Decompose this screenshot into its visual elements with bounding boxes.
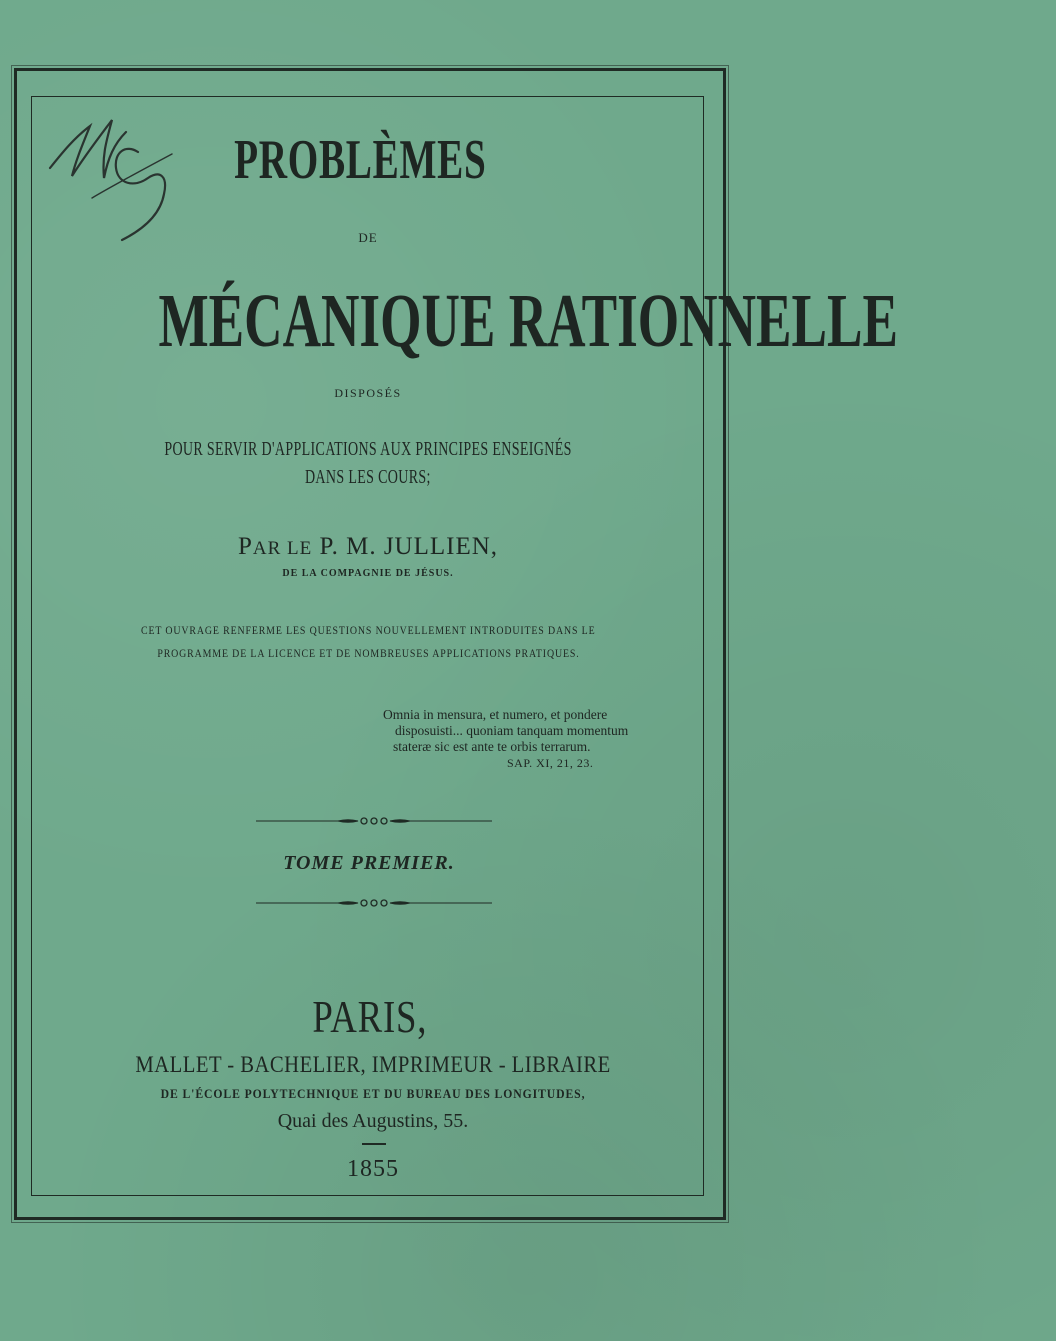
author-line xyxy=(0,533,736,561)
epigraph-line-2: disposuisti... quoniam tanquam momentum xyxy=(395,723,629,738)
title-top: PROBLÈMES xyxy=(233,129,487,191)
author-affiliation: DE LA COMPAGNIE DE JÉSUS. xyxy=(282,568,454,579)
epigraph xyxy=(383,707,628,771)
title-main: MÉCANIQUE RATIONNELLE xyxy=(158,279,898,363)
subtitle-disposes: DISPOSÉS xyxy=(334,386,402,400)
note-line-1: CET OUVRAGE RENFERME LES QUESTIONS NOUVELLEMENT INTRODUITES DANS LE xyxy=(140,625,596,637)
imprint-dash xyxy=(362,1143,386,1145)
note-line-2: PROGRAMME DE LA LICENCE ET DE NOMBREUSES APPLICATIONS PRATIQUES. xyxy=(156,648,580,660)
volume-label: TOME PREMIER. xyxy=(283,852,455,874)
ornament-divider-bottom xyxy=(256,897,492,909)
imprint-publisher: MALLET - BACHELIER, IMPRIMEUR - LIBRAIRE xyxy=(135,1052,611,1077)
purpose-line-2: DANS LES COURS; xyxy=(305,466,431,488)
purpose-line-1: POUR SERVIR D'APPLICATIONS AUX PRINCIPES ENSEIGNÉS xyxy=(164,438,572,460)
epigraph-line-3: stateræ sic est ante te orbis terrarum. xyxy=(393,739,591,754)
title-connector: DE xyxy=(358,230,378,245)
author-prefix-initial: P xyxy=(237,533,253,560)
epigraph-line-1: Omnia in mensura, et numero, et pondere xyxy=(383,707,608,722)
ornament-divider-top xyxy=(256,815,492,827)
author-name: P. M. JULLIEN, xyxy=(319,533,499,560)
imprint-year: 1855 xyxy=(347,1156,399,1182)
imprint-city: PARIS, xyxy=(312,991,428,1042)
imprint-address: Quai des Augustins, 55. xyxy=(277,1110,469,1132)
author-prefix-rest: AR LE xyxy=(252,538,313,559)
epigraph-reference: SAP. XI, 21, 23. xyxy=(507,756,594,770)
imprint-publisher-detail: DE L'ÉCOLE POLYTECHNIQUE ET DU BUREAU DES LONGITUDES, xyxy=(160,1086,586,1101)
